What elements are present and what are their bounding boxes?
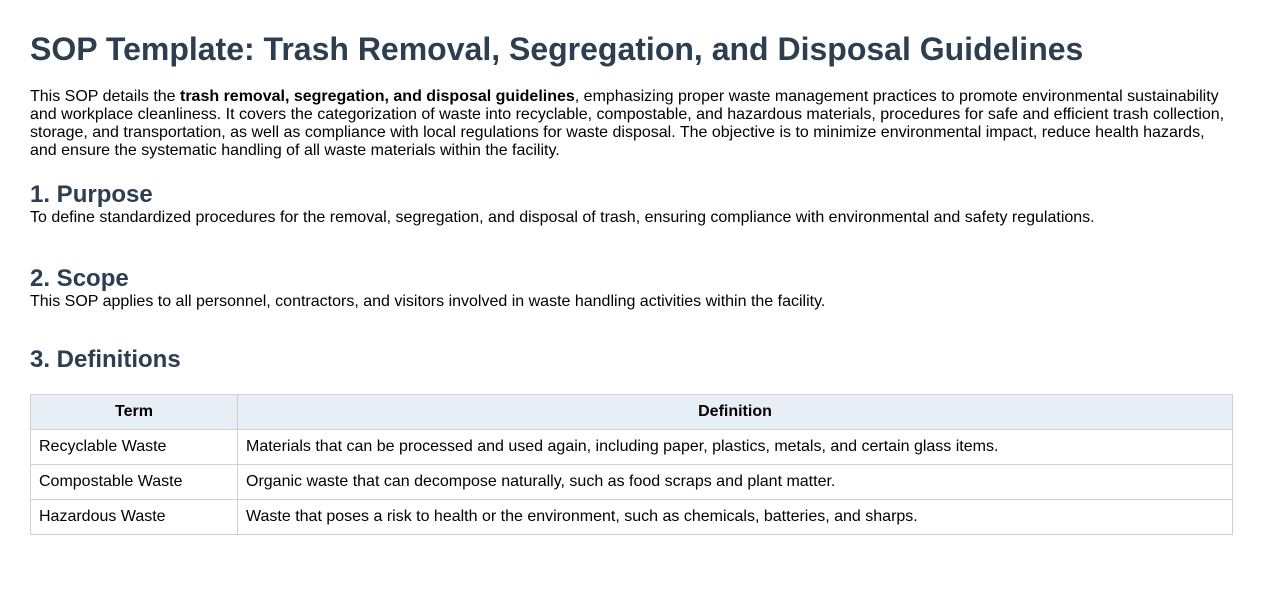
definition-column-header: Definition (238, 395, 1233, 430)
table-header-row (31, 395, 1233, 430)
definitions-heading: 3. Definitions (30, 346, 181, 373)
definition-cell: Materials that can be processed and used again, including paper, plastics, metals, and certain glass items. (238, 430, 1233, 465)
scope-text: This SOP applies to all personnel, contractors, and visitors involved in waste handling activities within the facility. (30, 293, 826, 310)
table-row (31, 500, 1233, 535)
definition-cell: Organic waste that can decompose naturally, such as food scraps and plant matter. (238, 465, 1233, 500)
intro-prefix: This SOP details the (30, 88, 180, 105)
table-row (31, 465, 1233, 500)
purpose-heading: 1. Purpose (30, 181, 153, 208)
document-title: SOP Template: Trash Removal, Segregation, and Disposal Guidelines (30, 31, 1084, 67)
purpose-text: To define standardized procedures for the removal, segregation, and disposal of trash, ensuring compliance with environmental and safety regulations. (30, 209, 1095, 226)
intro-bold-phrase: trash removal, segregation, and disposal guidelines (180, 88, 575, 105)
intro-paragraph (30, 88, 1233, 160)
term-cell: Compostable Waste (31, 465, 238, 500)
term-cell: Hazardous Waste (31, 500, 238, 535)
intro-suffix: , emphasizing proper waste management practices to promote environmental sustainability and workplace cleanliness. It covers the categorization of waste into recyclable, compostable, and hazardous materials, procedures for safe and efficient trash collection, storage, and transportation, as well as compliance with local regulations for waste disposal. The objective is to minimize environmental impact, reduce health hazards, and ensure the systematic handling of all waste materials within the facility. (30, 88, 1225, 159)
table-row (31, 430, 1233, 465)
scope-heading: 2. Scope (30, 265, 129, 292)
definition-cell: Waste that poses a risk to health or the environment, such as chemicals, batteries, and sharps. (238, 500, 1233, 535)
definitions-table (30, 394, 1233, 535)
term-cell: Recyclable Waste (31, 430, 238, 465)
term-column-header: Term (31, 395, 238, 430)
